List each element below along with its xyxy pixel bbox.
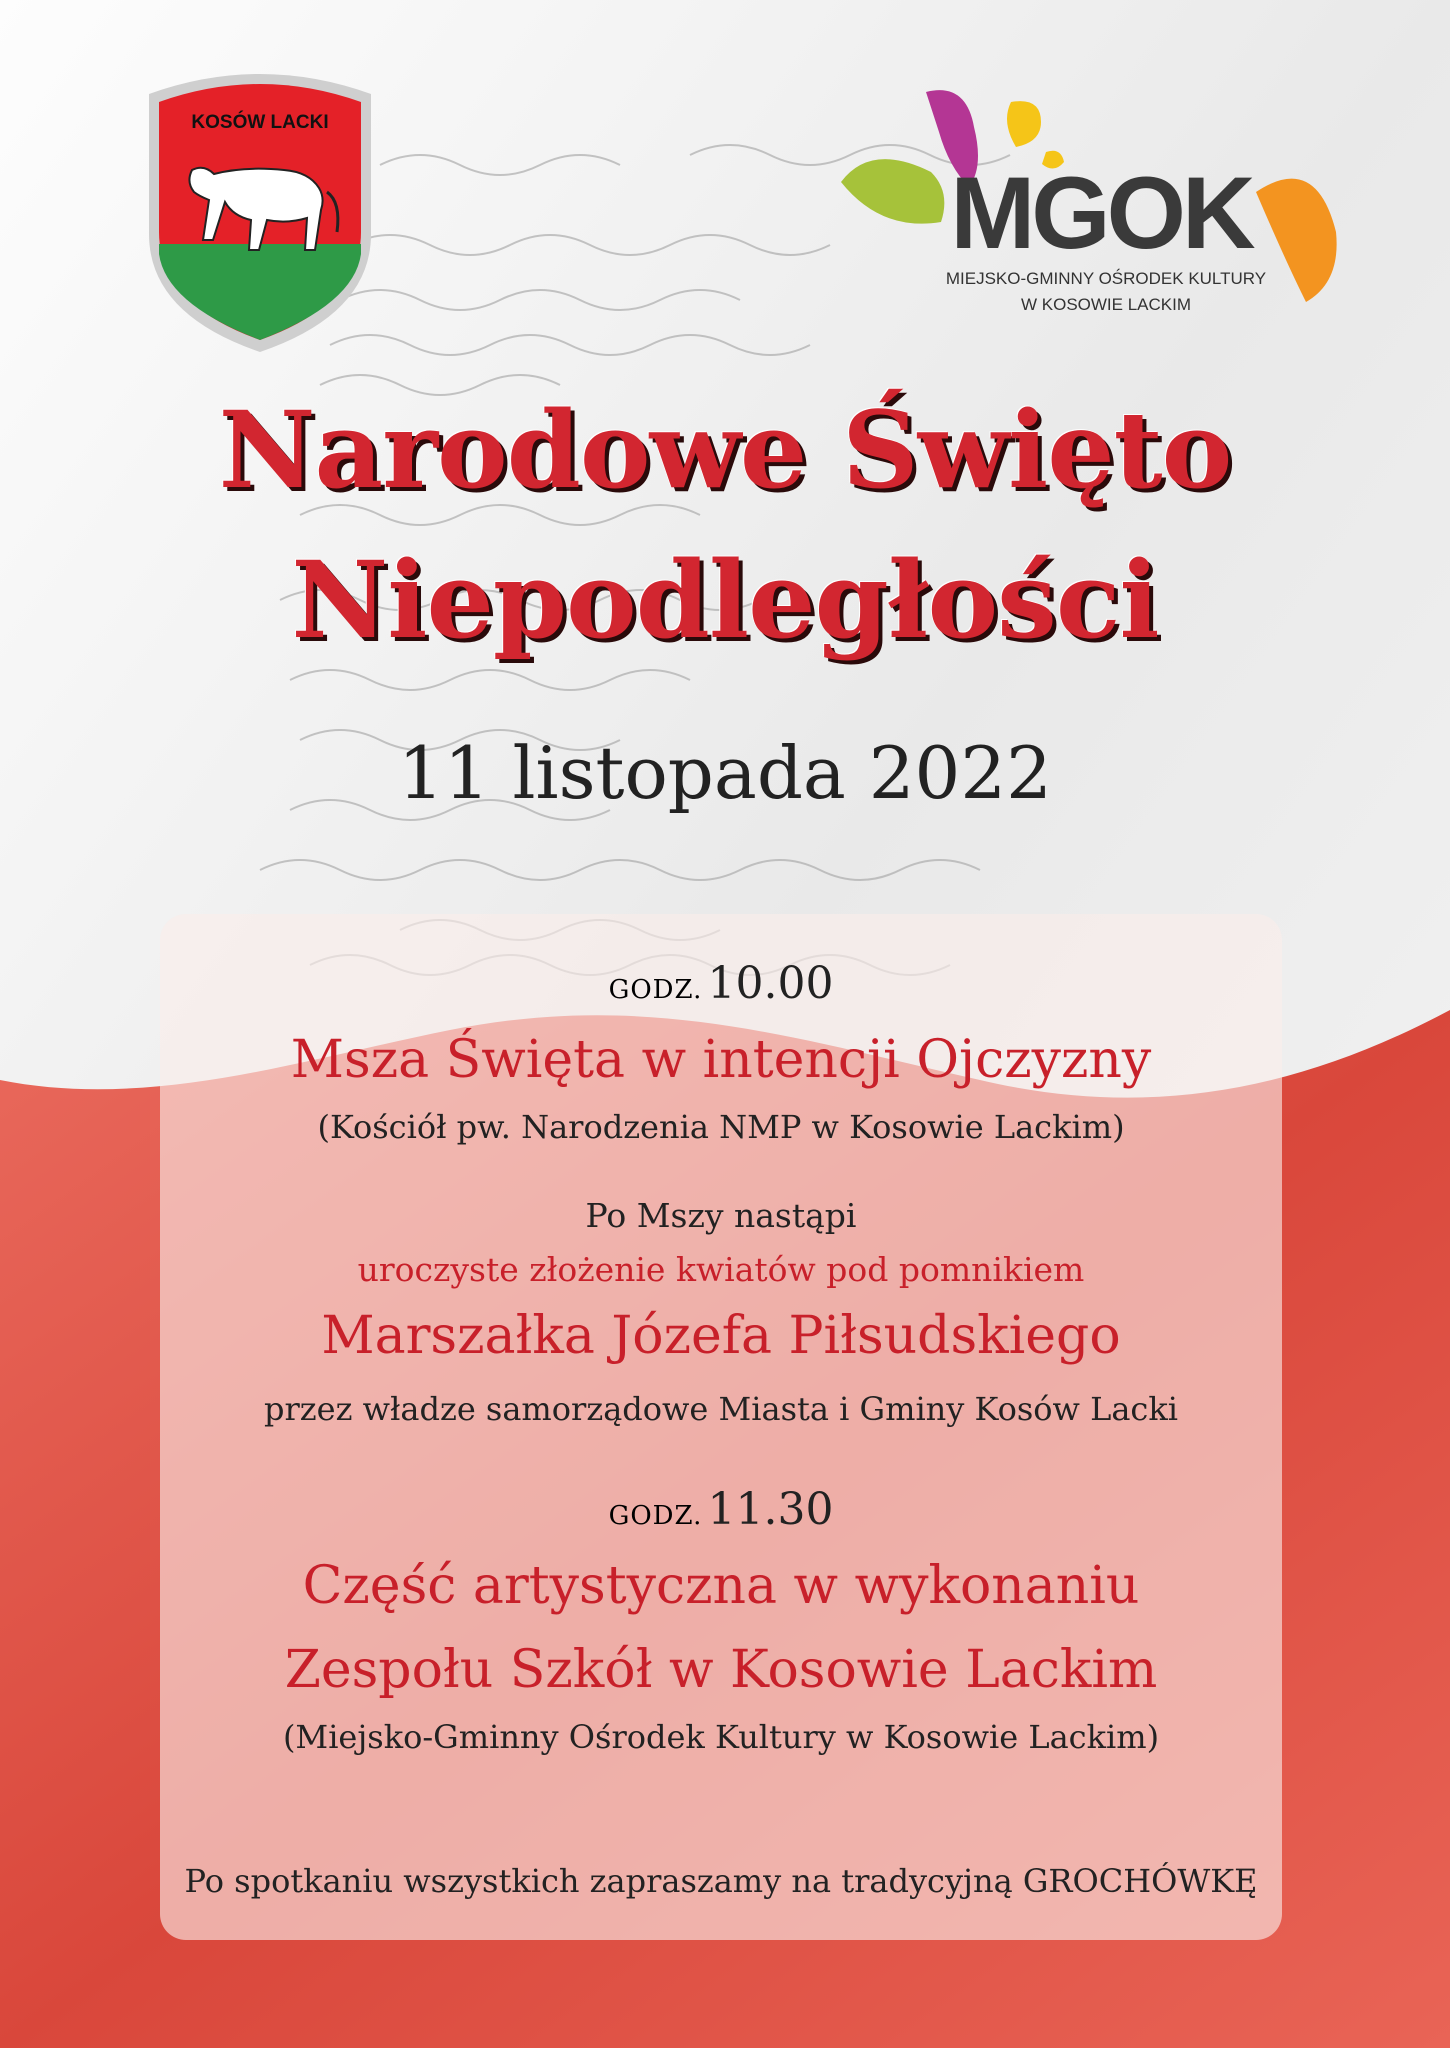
event-2-organizer: (Miejsko-Gminny Ośrodek Kultury w Kosowie Lackim) bbox=[282, 1718, 1160, 1756]
time-2-prefix: GODZ. bbox=[608, 1501, 703, 1531]
flowers-text: uroczyste złożenie kwiatów pod pomnikiem bbox=[357, 1250, 1085, 1289]
title-line-1: Narodowe Święto bbox=[218, 387, 1232, 512]
time-1 bbox=[160, 958, 1282, 1009]
title-line-2: Niepodległości bbox=[291, 537, 1159, 662]
event-date: 11 listopada 2022 bbox=[398, 731, 1052, 815]
closing-invitation: Po spotkaniu wszystkich zapraszamy na tradycyjną GROCHÓWKĘ bbox=[184, 1862, 1258, 1900]
monument-name: Marszałka Józefa Piłsudskiego bbox=[321, 1306, 1121, 1366]
logo-wordmark: MGOK bbox=[950, 156, 1252, 270]
by-authorities: przez władze samorządowe Miasta i Gminy Kosów Lacki bbox=[264, 1390, 1178, 1428]
event-2-line-2: Zespołu Szkół w Kosowie Lackim bbox=[284, 1640, 1158, 1700]
time-1-prefix: GODZ. bbox=[608, 975, 703, 1005]
kosow-lacki-crest bbox=[139, 64, 381, 356]
after-mass-text: Po Mszy nastąpi bbox=[585, 1196, 857, 1235]
event-1-title: Msza Święta w intencji Ojczyzny bbox=[290, 1030, 1152, 1090]
crest-label: KOSÓW LACKI bbox=[191, 112, 329, 133]
logo-line2: W KOSOWIE LACKIM bbox=[1020, 295, 1192, 314]
time-2-value: 11.30 bbox=[707, 1484, 834, 1535]
time-2 bbox=[160, 1484, 1282, 1535]
event-2-line-1: Część artystyczna w wykonaniu bbox=[302, 1556, 1140, 1616]
event-1-place: (Kościół pw. Narodzenia NMP w Kosowie Lackim) bbox=[317, 1108, 1125, 1146]
time-1-value: 10.00 bbox=[707, 958, 834, 1009]
logo-line1: MIEJSKO-GMINNY OŚRODEK KULTURY bbox=[945, 269, 1267, 288]
mgok-logo bbox=[836, 72, 1356, 328]
